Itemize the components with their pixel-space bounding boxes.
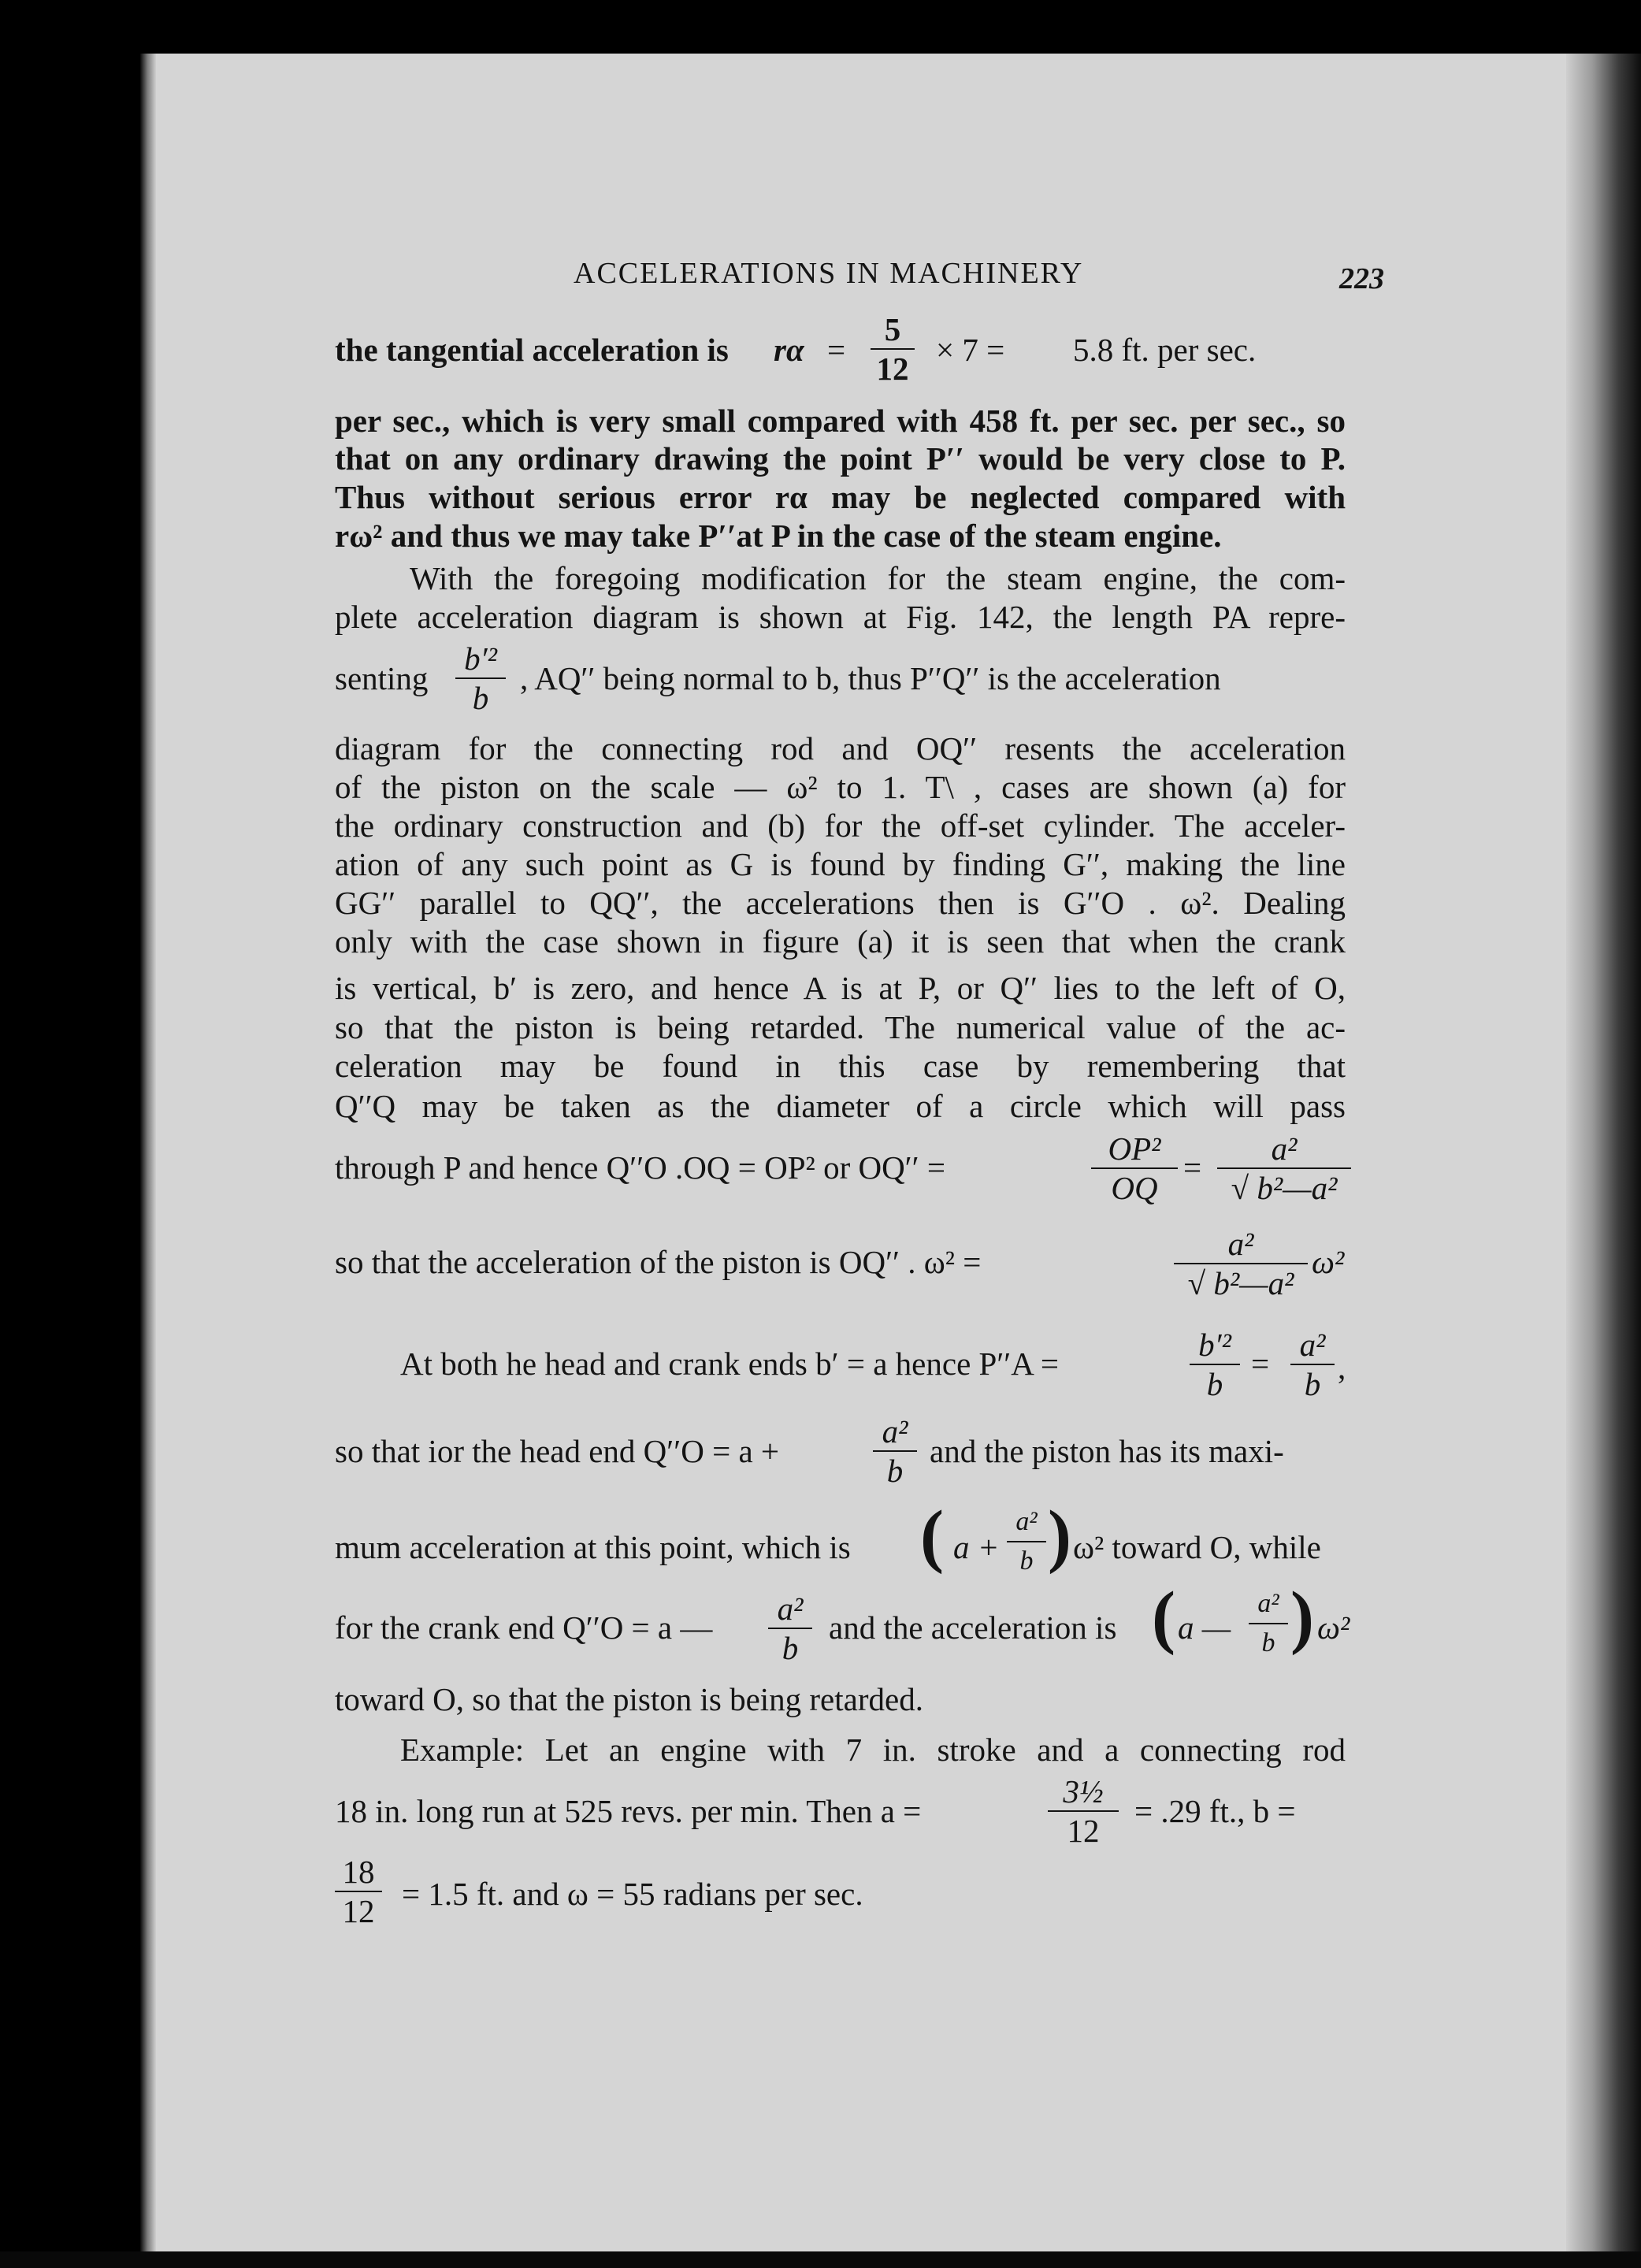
left-parenthesis: ( xyxy=(920,1497,944,1575)
eq-tangential-equals: = xyxy=(827,332,846,368)
fraction-denominator: √ b²—a² xyxy=(1231,1170,1338,1206)
fraction-denominator: b xyxy=(1019,1546,1034,1576)
eq-crank-end-mid: and the acceleration is xyxy=(829,1609,1117,1646)
fraction-denominator: 12 xyxy=(342,1893,375,1929)
eq-crank-end-lead: for the crank end Q′′O = a — xyxy=(335,1609,713,1646)
fraction-denominator: b xyxy=(782,1630,799,1666)
fraction-numerator: a² xyxy=(1174,1225,1308,1264)
fraction-numerator: a² xyxy=(1290,1326,1335,1365)
fraction-denominator: √ b²—a² xyxy=(1187,1265,1294,1301)
text-line: ation of any such point as G is found by finding G′′, making the line xyxy=(335,846,1346,882)
eq-representing-lead: senting xyxy=(335,660,429,696)
eq-piston-tail: ω² xyxy=(1312,1244,1345,1280)
eq-both-ends-tail: , xyxy=(1338,1349,1346,1386)
eq-head-end-rest: and the piston has its maxi- xyxy=(930,1433,1284,1469)
example-line-lead: 18 in. long run at 525 revs. per min. Then a = xyxy=(335,1793,922,1829)
text-line: With the foregoing modification for the steam engine, the com- xyxy=(410,560,1346,596)
eq-tangential-symbol: rα xyxy=(774,332,804,368)
fraction-numerator: 5 xyxy=(871,310,915,350)
running-title: ACCELERATIONS IN MACHINERY xyxy=(574,257,1084,290)
page-number: 223 xyxy=(1339,262,1384,295)
text-line: plete acceleration diagram is shown at Fig. 142, the length PA repre- xyxy=(335,599,1346,635)
text-line: per sec., which is very small compared with 458 ft. per sec. per sec., so xyxy=(335,403,1346,439)
eq-through-fraction-1 xyxy=(1091,1130,1178,1207)
fraction-denominator: b xyxy=(1206,1366,1223,1402)
eq-both-ends-fraction-2 xyxy=(1290,1326,1335,1403)
text-line: of the piston on the scale — ω² to 1. T\ , cases are shown (a) for xyxy=(335,769,1346,805)
text-line: Q′′Q may be taken as the diameter of a circle which will pass xyxy=(335,1088,1346,1124)
eq-crank-end-inner: a — xyxy=(1178,1609,1231,1646)
fraction-numerator: a² xyxy=(768,1590,812,1629)
example-line: Example: Let an engine with 7 in. stroke and a connecting rod xyxy=(400,1732,1346,1768)
fraction-denominator: b xyxy=(886,1453,904,1489)
eq-tangential-fraction xyxy=(871,310,915,388)
eq-both-ends-fraction-1 xyxy=(1190,1326,1240,1403)
eq-through-fraction-2 xyxy=(1217,1130,1351,1207)
fraction-denominator: b xyxy=(472,680,489,716)
example-line-tail: = .29 ft., b = xyxy=(1134,1793,1296,1829)
text-line: Thus without serious error rα may be neglected compared with xyxy=(335,479,1346,515)
eq-crank-end-fraction-2 xyxy=(1249,1585,1288,1662)
right-parenthesis: ) xyxy=(1048,1497,1071,1575)
text-line: that on any ordinary drawing the point P′′ would be very close to P. xyxy=(335,440,1346,477)
example-line-3: = 1.5 ft. and ω = 55 radians per sec. xyxy=(402,1876,863,1912)
eq-head-end-fraction xyxy=(873,1412,917,1490)
text-line: only with the case shown in figure (a) it is seen that when the crank xyxy=(335,923,1346,960)
fraction-numerator: a² xyxy=(873,1412,917,1452)
eq-tangential-result: 5.8 ft. per sec. xyxy=(1073,332,1257,368)
left-parenthesis: ( xyxy=(1152,1578,1175,1656)
fraction-numerator: OP² xyxy=(1091,1130,1178,1169)
fraction-numerator: 3½ xyxy=(1048,1772,1119,1812)
fraction-denominator: OQ xyxy=(1111,1170,1158,1206)
eq-crank-end-tail: ω² xyxy=(1317,1609,1350,1646)
eq-representing-fraction xyxy=(455,640,506,717)
fraction-numerator: b′² xyxy=(455,640,506,679)
example-fraction-b xyxy=(335,1853,382,1930)
fraction-numerator: b′² xyxy=(1190,1326,1240,1365)
fraction-numerator: a² xyxy=(1249,1585,1288,1624)
fraction-denominator: b xyxy=(1304,1366,1321,1402)
text-line: rω² and thus we may take P′′at P in the case of the steam engine. xyxy=(335,518,1222,554)
fraction-numerator: 18 xyxy=(335,1853,382,1892)
eq-both-ends-equals: = xyxy=(1251,1346,1270,1382)
text-line: the ordinary construction and (b) for the off-set cylinder. The acceler- xyxy=(335,807,1346,844)
eq-max-fraction xyxy=(1007,1503,1046,1580)
scan-bottom-border xyxy=(0,2251,1641,2268)
fraction-numerator: a² xyxy=(1217,1130,1351,1169)
eq-max-rest: ω² toward O, while xyxy=(1073,1529,1321,1565)
eq-max-lead: mum acceleration at this point, which is xyxy=(335,1529,851,1565)
fraction-denominator: b xyxy=(1261,1628,1275,1657)
fraction-denominator: 12 xyxy=(876,351,909,387)
eq-piston-lead: so that the acceleration of the piston is OQ′′ . ω² = xyxy=(335,1244,982,1280)
eq-piston-fraction xyxy=(1174,1225,1308,1302)
eq-max-inner: a + xyxy=(953,1529,1000,1565)
right-parenthesis: ) xyxy=(1290,1578,1314,1656)
text-line: celeration may be found in this case by remembering that xyxy=(335,1048,1346,1084)
eq-through-lead: through P and hence Q′′O .OQ = OP² or OQ′′ = xyxy=(335,1149,945,1186)
scan-top-border xyxy=(0,0,1641,54)
eq-through-equals: = xyxy=(1183,1149,1202,1186)
text-line: so that the piston is being retarded. The numerical value of the ac- xyxy=(335,1009,1346,1045)
text-line: toward O, so that the piston is being retarded. xyxy=(335,1681,923,1717)
page-edge-shadow xyxy=(1566,54,1641,2268)
eq-tangential-mult: × 7 = xyxy=(936,332,1005,368)
text-line: is vertical, b′ is zero, and hence A is at P, or Q′′ lies to the left of O, xyxy=(335,970,1346,1006)
fraction-denominator: 12 xyxy=(1067,1813,1100,1849)
text-line: GG′′ parallel to QQ′′, the accelerations then is G′′O . ω². Dealing xyxy=(335,885,1346,921)
eq-crank-end-fraction xyxy=(768,1590,812,1667)
fraction-numerator: a² xyxy=(1007,1503,1046,1542)
eq-both-ends-lead: At both he head and crank ends b′ = a hence P′′A = xyxy=(400,1346,1059,1382)
eq-head-end-lead: so that ior the head end Q′′O = a + xyxy=(335,1433,780,1469)
eq-tangential-lead: the tangential acceleration is xyxy=(335,332,729,368)
eq-representing-rest: , AQ′′ being normal to b, thus P′′Q′′ is the acceleration xyxy=(520,660,1221,696)
page-spine-shadow xyxy=(140,54,156,2251)
text-line: diagram for the connecting rod and OQ′′ resents the acceleration xyxy=(335,730,1346,767)
example-fraction-a xyxy=(1048,1772,1119,1850)
